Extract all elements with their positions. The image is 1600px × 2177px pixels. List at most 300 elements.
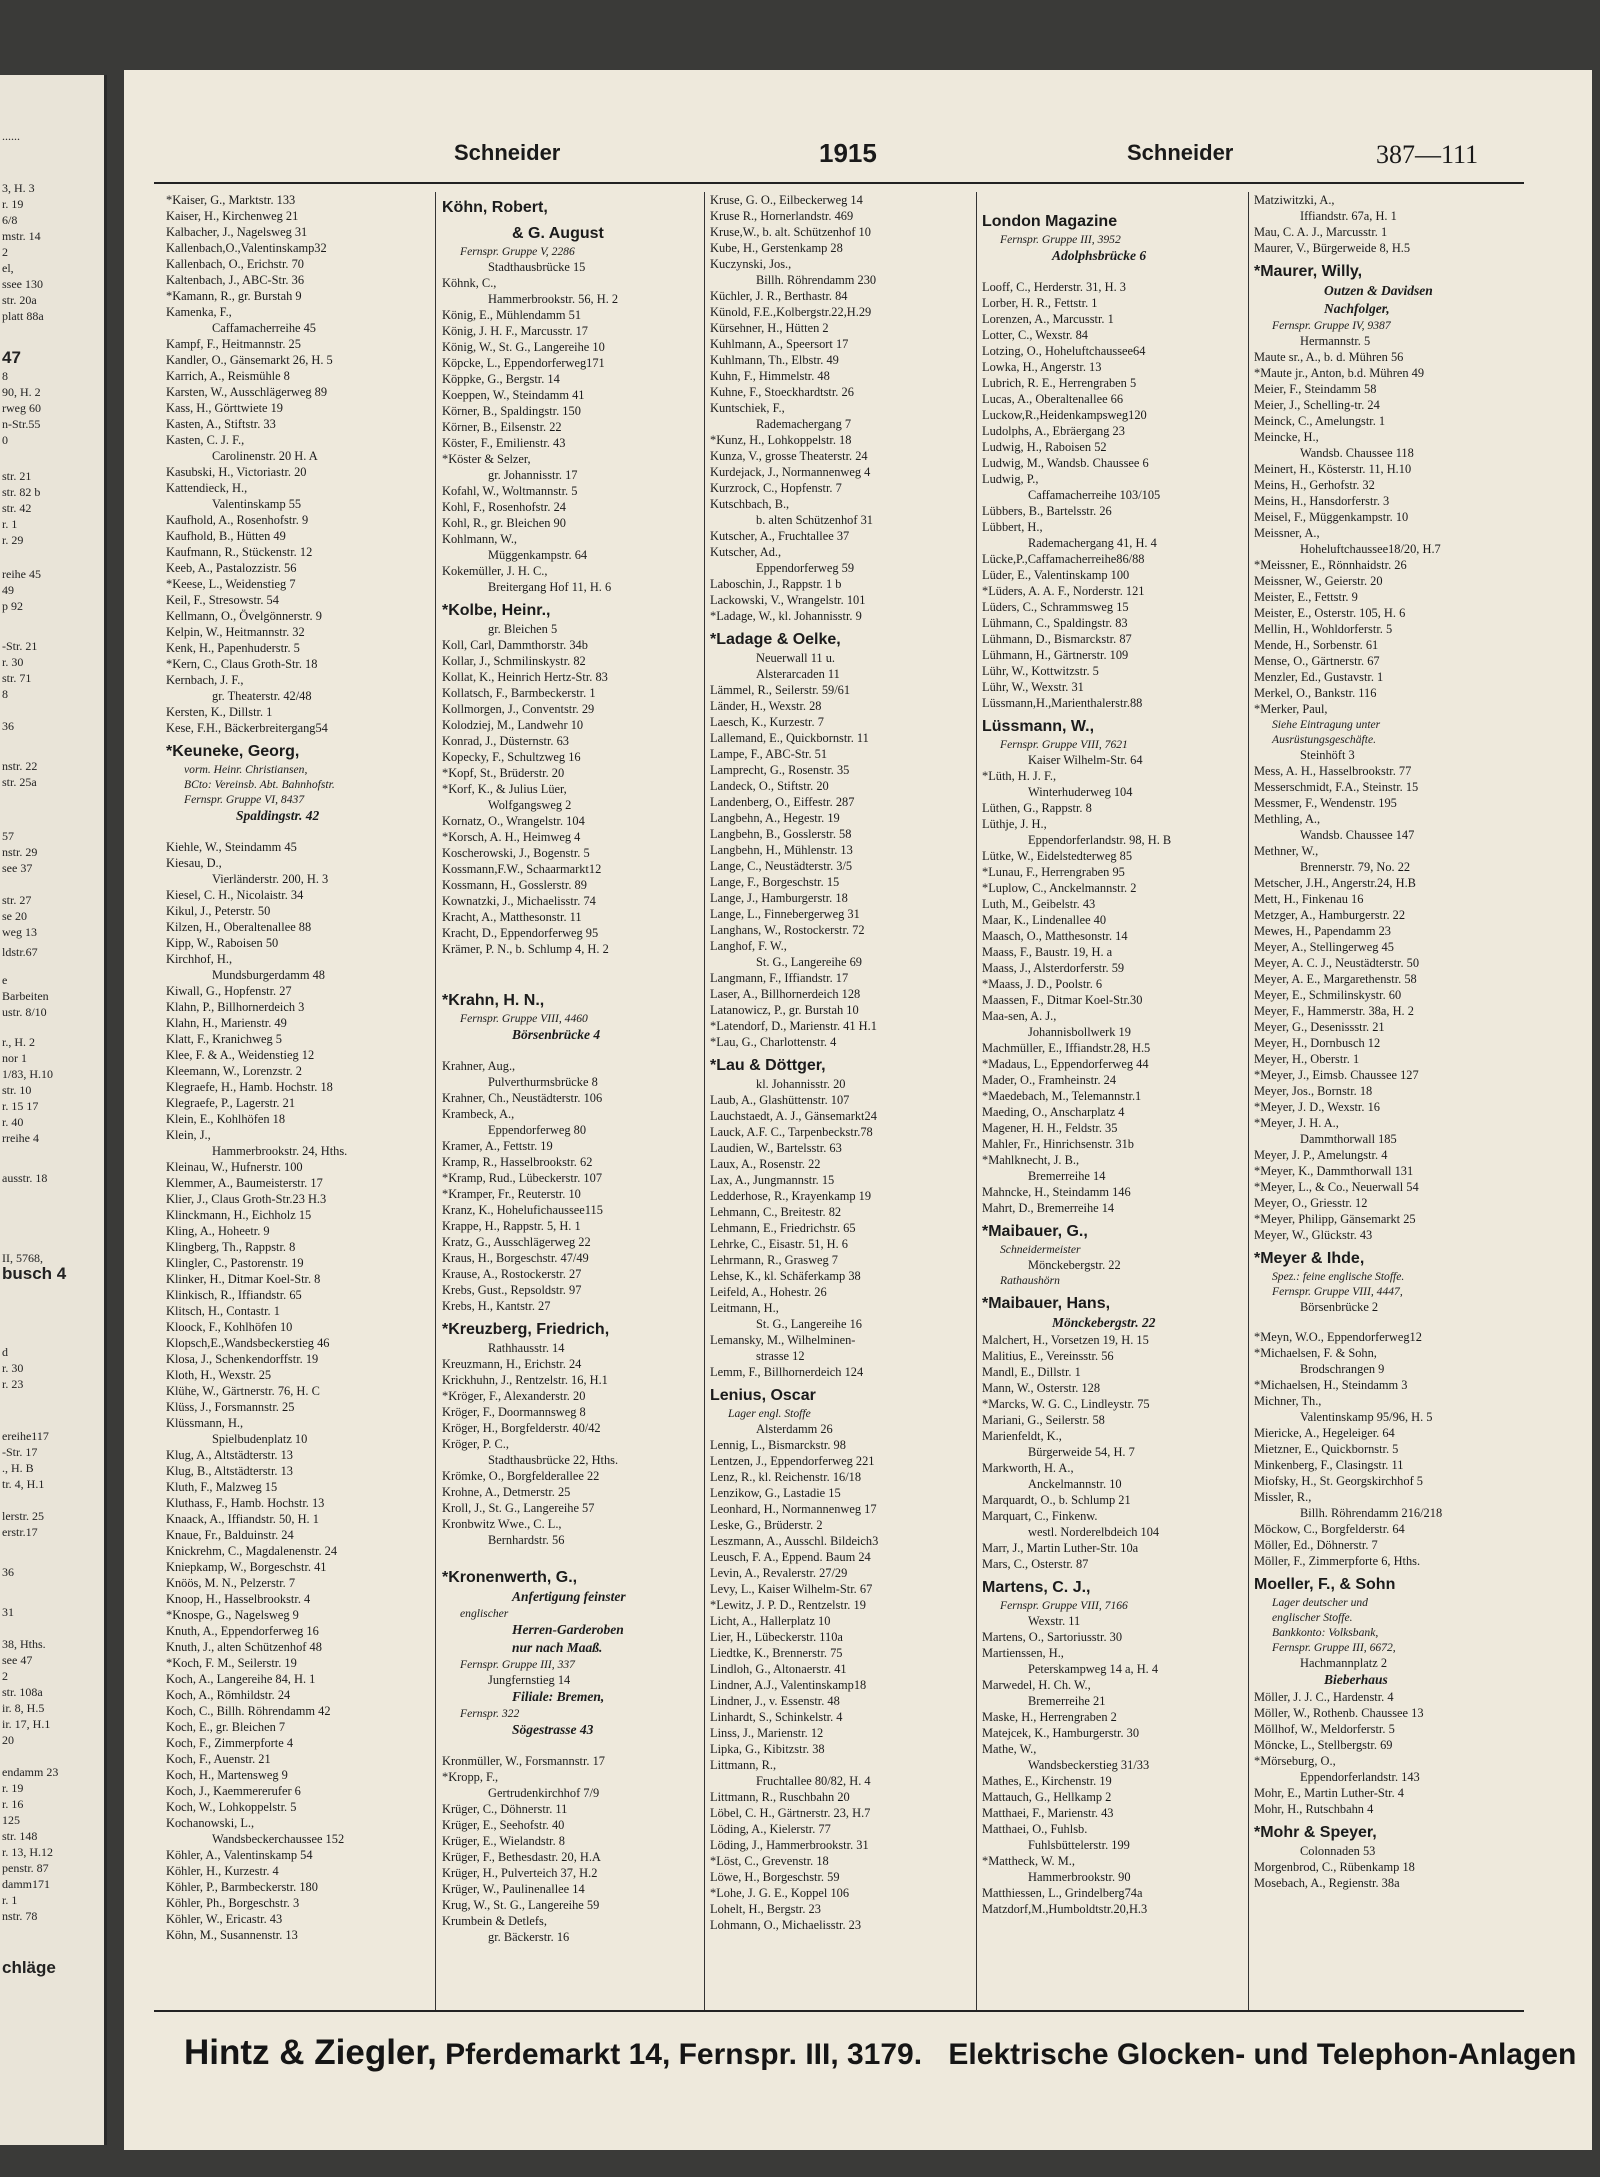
directory-entry: Kopecky, F., Schultzweg 16 [442, 750, 581, 764]
entry-continuation: Wandsbeckerchaussee 152 [212, 1832, 345, 1846]
entry-continuation: Hermannstr. 5 [1300, 334, 1371, 348]
advert-detail: Spaldingstr. 42 [236, 808, 320, 823]
directory-entry: *Maute jr., Anton, b.d. Mühren 49 [1254, 366, 1425, 380]
entry-spacer [442, 1739, 700, 1753]
directory-entry: Kruse,W., b. alt. Schützenhof 10 [710, 225, 871, 239]
directory-entry: Koch, F., Zimmerpforte 4 [166, 1736, 294, 1750]
directory-entry: Meyer, F., Hammerstr. 38a, H. 2 [1254, 1004, 1414, 1018]
directory-entry: Kiesel, C. H., Nicolaistr. 34 [166, 888, 304, 902]
left-fragment-row: str. 20a [2, 293, 37, 307]
directory-entry: Matthaei, F., Marienstr. 43 [982, 1806, 1114, 1820]
directory-entry: Kracht, A., Matthesonstr. 11 [442, 910, 582, 924]
directory-entry: Mattauch, G., Hellkamp 2 [982, 1790, 1112, 1804]
entry-continuation: Bremerreihe 21 [1028, 1694, 1106, 1708]
advert-detail: Anfertigung feinster [512, 1589, 626, 1604]
entry-spacer [982, 192, 1244, 206]
entry-continuation: Eppendorferweg 80 [488, 1123, 587, 1137]
directory-entry: Kube, H., Gerstenkamp 28 [710, 241, 843, 255]
directory-entry: Krappe, H., Rappstr. 5, H. 1 [442, 1219, 581, 1233]
directory-entry: Koscherowski, J., Bogenstr. 5 [442, 846, 590, 860]
entry-continuation: Winterhuderweg 104 [1028, 785, 1133, 799]
directory-entry: Mathe, W., [982, 1742, 1037, 1756]
directory-entry: Knuth, A., Eppendorferweg 16 [166, 1624, 319, 1638]
left-fragment-row: r. 30 [2, 655, 24, 669]
directory-entry: Köhnk, C., [442, 276, 497, 290]
directory-entry: Miericke, A., Hegeleiger. 64 [1254, 1426, 1395, 1440]
left-fragment-row: str. 108a [2, 1685, 43, 1699]
advertiser-name: *Lau & Döttger, [710, 1057, 826, 1074]
directory-entry: Kunza, V., grosse Theaterstr. 24 [710, 449, 868, 463]
directory-entry: Meyer, O., Griesstr. 12 [1254, 1196, 1368, 1210]
directory-entry: Maeding, O., Anscharplatz 4 [982, 1105, 1125, 1119]
directory-entry: Methling, A., [1254, 812, 1321, 826]
directory-entry: Mandl, E., Dillstr. 1 [982, 1365, 1081, 1379]
directory-entry: Krahner, Aug., [442, 1059, 516, 1073]
directory-entry: Lindner, J., v. Essenstr. 48 [710, 1694, 840, 1708]
left-fragment-row: lerstr. 25 [2, 1509, 44, 1523]
directory-entry: Kiesau, D., [166, 856, 222, 870]
advert-note: Fernspr. Gruppe VI, 8437 [184, 793, 305, 806]
left-fragment-row: r. 19 [2, 197, 24, 211]
directory-entry: Kramp, R., Hasselbrookstr. 62 [442, 1155, 593, 1169]
directory-entry: Lier, H., Lübeckerstr. 110a [710, 1630, 843, 1644]
directory-entry: König, E., Mühlendamm 51 [442, 308, 582, 322]
left-fragment-row: ausstr. 18 [2, 1171, 48, 1185]
directory-entry: Kloock, F., Kohlhöfen 10 [166, 1320, 293, 1334]
left-fragment-row: mstr. 14 [2, 229, 41, 243]
advert-note: Siehe Eintragung unter [1272, 718, 1381, 731]
left-fragment-row: el, [2, 261, 14, 275]
left-fragment-row: r. 19 [2, 1781, 24, 1795]
entry-continuation: St. G., Langereihe 16 [756, 1317, 862, 1331]
directory-entry: Kownatzki, J., Michaelisstr. 74 [442, 894, 596, 908]
entry-continuation: Müggenkampstr. 64 [488, 548, 588, 562]
directory-entry: Krüger, H., Pulverteich 37, H.2 [442, 1866, 598, 1880]
directory-entry: Lühmann, H., Gärtnerstr. 109 [982, 648, 1129, 662]
entry-continuation: Hachmannplatz 2 [1300, 1656, 1388, 1670]
directory-entry: Koll, Carl, Dammthorstr. 34b [442, 638, 588, 652]
directory-entry: Kröger, F., Doormannsweg 8 [442, 1405, 586, 1419]
directory-entry: Lauck, A.F. C., Tarpenbeckstr.78 [710, 1125, 873, 1139]
directory-entry: Köhler, W., Ericastr. 43 [166, 1912, 283, 1926]
directory-entry: Koch, F., Auenstr. 21 [166, 1752, 271, 1766]
entry-spacer [982, 265, 1244, 279]
directory-entry: Möller, W., Rothenb. Chaussee 13 [1254, 1706, 1424, 1720]
directory-entry: Meinck, C., Amelungstr. 1 [1254, 414, 1386, 428]
directory-entry: Lampe, F., ABC-Str. 51 [710, 747, 828, 761]
directory-entry: *Mörseburg, O., [1254, 1754, 1336, 1768]
directory-entry: Knöös, M. N., Pelzerstr. 7 [166, 1576, 296, 1590]
left-fragment-row: e [2, 973, 8, 987]
left-fragment-row: nstr. 22 [2, 759, 38, 773]
left-fragment-row: rreihe 4 [2, 1131, 39, 1145]
directory-entry: Länder, H., Wexstr. 28 [710, 699, 822, 713]
left-fragment-row: p 92 [2, 599, 23, 613]
directory-entry: Köhler, Ph., Borgeschstr. 3 [166, 1896, 300, 1910]
directory-entry: Lotter, C., Wexstr. 84 [982, 328, 1088, 342]
advert-detail: Outzen & Davidsen [1324, 283, 1433, 298]
left-fragment-row: ereihe117 [2, 1429, 49, 1443]
directory-entry: Mau, C. A. J., Marcusstr. 1 [1254, 225, 1388, 239]
directory-entry: Martienssen, H., [982, 1646, 1064, 1660]
directory-entry: Luckow,R.,Heidenkampsweg120 [982, 408, 1147, 422]
directory-entry: Linhardt, S., Schinkelstr. 4 [710, 1710, 843, 1724]
directory-entry: *Knospe, G., Nagelsweg 9 [166, 1608, 299, 1622]
directory-entry: Koch, E., gr. Bleichen 7 [166, 1720, 286, 1734]
directory-entry: *Meyer, L., & Co., Neuerwall 54 [1254, 1180, 1419, 1194]
header-rule [154, 182, 1524, 184]
directory-entry: Kaltenbach, J., ABC-Str. 36 [166, 273, 305, 287]
directory-entry: Kracht, D., Eppendorferweg 95 [442, 926, 599, 940]
directory-entry: Krickhuhn, J., Rentzelstr. 16, H.1 [442, 1373, 608, 1387]
column-5 [1254, 192, 1524, 2010]
left-fragment-row: 38, Hths. [2, 1637, 46, 1651]
entry-continuation: Caffamacherreihe 45 [212, 321, 317, 335]
advertiser-name: Moeller, F., & Sohn [1254, 1576, 1396, 1593]
entry-continuation: Hoheluftchaussee18/20, H.7 [1300, 542, 1441, 556]
directory-entry: Lubrich, R. E., Herrengraben 5 [982, 376, 1137, 390]
directory-entry: Methner, W., [1254, 844, 1319, 858]
directory-entry: Köhler, P., Barmbeckerstr. 180 [166, 1880, 318, 1894]
directory-entry: Kürsehner, H., Hütten 2 [710, 321, 829, 335]
directory-entry: Metscher, J.H., Angerstr.24, H.B [1254, 876, 1416, 890]
left-fragment-row: 49 [2, 583, 14, 597]
left-fragment-row: 36 [2, 1565, 14, 1579]
directory-entry: Menzler, Ed., Gustavstr. 1 [1254, 670, 1384, 684]
directory-entry: Kirchhof, H., [166, 952, 233, 966]
directory-entry: Lehmann, E., Friedrichstr. 65 [710, 1221, 856, 1235]
advertiser-name: Lenius, Oscar [710, 1387, 816, 1404]
directory-entry: Kossmann,F.W., Schaarmarkt12 [442, 862, 602, 876]
directory-entry: Miofsky, H., St. Georgskirchhof 5 [1254, 1474, 1423, 1488]
directory-entry: Klug, A., Altstädterstr. 13 [166, 1448, 294, 1462]
left-fragment-row: r. 23 [2, 1377, 24, 1391]
directory-entry: Krüger, C., Döhnerstr. 11 [442, 1802, 568, 1816]
left-fragment-row: 3, H. 3 [2, 181, 35, 195]
directory-entry: Lentzen, J., Eppendorferweg 221 [710, 1454, 875, 1468]
directory-entry: Kossmann, H., Gosslerstr. 89 [442, 878, 587, 892]
directory-entry: Levy, L., Kaiser Wilhelm-Str. 67 [710, 1582, 873, 1596]
directory-entry: Marienfeldt, K., [982, 1429, 1062, 1443]
directory-entry: *Luplow, C., Anckelmannstr. 2 [982, 881, 1137, 895]
directory-entry: Lüthje, J. H., [982, 817, 1047, 831]
directory-entry: Krämer, P. N., b. Schlump 4, H. 2 [442, 942, 609, 956]
directory-entry: Möncke, L., Stellbergstr. 69 [1254, 1738, 1393, 1752]
directory-entry: Lange, L., Finnebergerweg 31 [710, 907, 860, 921]
directory-entry: Kling, A., Hoheetr. 9 [166, 1224, 270, 1238]
advert-note: Fernspr. Gruppe VIII, 7166 [1000, 1599, 1128, 1612]
entry-continuation: Vierländerstr. 200, H. 3 [212, 872, 329, 886]
left-fragment-row: II, 5768, [2, 1251, 43, 1265]
column-divider [976, 192, 977, 2010]
advert-detail: Börsenbrücke 4 [512, 1027, 601, 1042]
directory-entry: Laesch, K., Kurzestr. 7 [710, 715, 824, 729]
directory-entry: Kellmann, O., Övelgönnerstr. 9 [166, 609, 322, 623]
directory-entry: *Kern, C., Claus Groth-Str. 18 [166, 657, 318, 671]
directory-entry: Köhn, M., Susannenstr. 13 [166, 1928, 298, 1942]
directory-entry: Klein, J., [166, 1128, 211, 1142]
directory-entry: Knaack, A., Iffiandstr. 50, H. 1 [166, 1512, 319, 1526]
directory-entry: *Korsch, A. H., Heimweg 4 [442, 830, 581, 844]
directory-entry: *Meyer, J. D., Wexstr. 16 [1254, 1100, 1380, 1114]
directory-entry: Meinert, H., Kösterstr. 11, H.10 [1254, 462, 1412, 476]
directory-entry: Krumbein & Detlefs, [442, 1914, 547, 1928]
directory-entry: *Koch, F. M., Seilerstr. 19 [166, 1656, 297, 1670]
directory-entry: Matthiessen, L., Grindelberg74a [982, 1886, 1143, 1900]
directory-entry: Möller, Ed., Döhnerstr. 7 [1254, 1538, 1378, 1552]
directory-entry: Ludwig, M., Wandsb. Chaussee 6 [982, 456, 1149, 470]
directory-entry: Klahn, H., Marienstr. 49 [166, 1016, 287, 1030]
left-fragment-row: r. 40 [2, 1115, 24, 1129]
advert-note: Lager engl. Stoffe [728, 1407, 811, 1420]
left-fragment-row: r. 1 [2, 517, 18, 531]
left-fragment-row: 2 [2, 1669, 8, 1683]
directory-entry: Lauchstaedt, A. J., Gänsemarkt24 [710, 1109, 877, 1123]
directory-entry: Kampf, F., Heitmannstr. 25 [166, 337, 301, 351]
left-fragment-row: str. 42 [2, 501, 32, 515]
directory-entry: Linss, J., Marienstr. 12 [710, 1726, 824, 1740]
entry-spacer [166, 825, 410, 839]
directory-entry: Köhler, A., Valentinskamp 54 [166, 1848, 313, 1862]
entry-continuation: Caffamacherreihe 103/105 [1028, 488, 1161, 502]
directory-entry: Kasten, A., Stiftstr. 33 [166, 417, 276, 431]
directory-entry: Krüger, W., Paulinenallee 14 [442, 1882, 585, 1896]
directory-entry: Krüger, E., Wielandstr. 8 [442, 1834, 565, 1848]
left-fragment-row: endamm 23 [2, 1765, 59, 1779]
advertiser-name: *Keuneke, Georg, [166, 743, 300, 760]
footer-rule [154, 2010, 1524, 2012]
directory-entry: Maass, F., Baustr. 19, H. a [982, 945, 1113, 959]
directory-entry: Löwe, H., Borgeschstr. 59 [710, 1870, 840, 1884]
directory-entry: Karsten, W., Ausschlägerweg 89 [166, 385, 328, 399]
directory-entry: Minkenberg, F., Clasingstr. 11 [1254, 1458, 1404, 1472]
header-year: 1915 [819, 138, 877, 168]
directory-entry: Möllhof, W., Meldorferstr. 5 [1254, 1722, 1395, 1736]
entry-continuation: Wandsb. Chaussee 118 [1300, 446, 1414, 460]
directory-entry: Langhof, F. W., [710, 939, 787, 953]
directory-entry: Lenz, R., kl. Reichenstr. 16/18 [710, 1470, 862, 1484]
directory-entry: Martens, O., Sartoriusstr. 30 [982, 1630, 1123, 1644]
directory-entry: Lehrke, C., Eisastr. 51, H. 6 [710, 1237, 848, 1251]
advertiser-name: *Kolbe, Heinr., [442, 602, 551, 619]
directory-entry: Mosebach, A., Regienstr. 38a [1254, 1876, 1400, 1890]
directory-entry: *Meissner, E., Rönnhaidstr. 26 [1254, 558, 1407, 572]
entry-continuation: Billh. Röhrendamm 216/218 [1300, 1506, 1443, 1520]
left-fragment-row: str. 21 [2, 469, 32, 483]
directory-entry: Köhler, H., Kurzestr. 4 [166, 1864, 279, 1878]
column-4 [982, 192, 1244, 2010]
entry-spacer [442, 1548, 700, 1562]
directory-entry: Lotzing, O., Hoheluftchaussee64 [982, 344, 1146, 358]
column-divider [704, 192, 705, 2010]
left-fragment-row: 6/8 [2, 213, 18, 227]
entry-continuation: Börsenbrücke 2 [1300, 1300, 1379, 1314]
directory-entry: Kokemüller, J. H. C., [442, 564, 548, 578]
directory-entry: Langbehn, A., Hegestr. 19 [710, 811, 840, 825]
directory-entry: Kilzen, H., Oberaltenallee 88 [166, 920, 312, 934]
directory-entry: Kernbach, J. F., [166, 673, 244, 687]
directory-entry: Klingberg, Th., Rappstr. 8 [166, 1240, 296, 1254]
directory-entry: Levin, A., Revalerstr. 27/29 [710, 1566, 848, 1580]
directory-entry: Kronmüller, W., Forsmannstr. 17 [442, 1754, 605, 1768]
directory-entry: *Lüth, H. J. F., [982, 769, 1057, 783]
directory-entry: *Meyer, Philipp, Gänsemarkt 25 [1254, 1212, 1416, 1226]
entry-continuation: Breitergang Hof 11, H. 6 [488, 580, 612, 594]
directory-entry: Meyer, E., Schmilinskystr. 60 [1254, 988, 1402, 1002]
directory-entry: Lindloh, G., Altonaerstr. 41 [710, 1662, 847, 1676]
entry-continuation: Bürgerweide 54, H. 7 [1028, 1445, 1135, 1459]
directory-entry: Latanowicz, P., gr. Burstah 10 [710, 1003, 859, 1017]
directory-entry: Mess, A. H., Hasselbrookstr. 77 [1254, 764, 1412, 778]
directory-entry: Kaufmann, R., Stückenstr. 12 [166, 545, 313, 559]
directory-entry: Liedtke, K., Brennerstr. 75 [710, 1646, 843, 1660]
directory-entry: Messmer, F., Wendenstr. 195 [1254, 796, 1397, 810]
left-fragment-row: 36 [2, 719, 14, 733]
directory-entry: Kniepkamp, W., Borgeschstr. 41 [166, 1560, 327, 1574]
directory-entry: Mathes, E., Kirchenstr. 19 [982, 1774, 1112, 1788]
entry-continuation: Eppendorferweg 59 [756, 561, 855, 575]
directory-entry: *Madaus, L., Eppendorferweg 44 [982, 1057, 1149, 1071]
directory-entry: Lorenzen, A., Marcusstr. 1 [982, 312, 1114, 326]
left-fragment-row: nor 1 [2, 1051, 27, 1065]
directory-entry: Mariani, G., Seilerstr. 58 [982, 1413, 1105, 1427]
directory-entry: *Maedebach, M., Telemannstr.1 [982, 1089, 1142, 1103]
advertiser-name: *Maurer, Willy, [1254, 263, 1363, 280]
directory-entry: Kersten, K., Dillstr. 1 [166, 705, 273, 719]
left-fragment-row: tr. 4, H.1 [2, 1477, 45, 1491]
directory-entry: Meissner, A., [1254, 526, 1320, 540]
left-fragment-row: d [2, 1345, 8, 1359]
directory-entry: Lücke,P.,Caffamacherreihe86/88 [982, 552, 1145, 566]
header-page-number: 387—111 [1376, 140, 1479, 169]
directory-entry: Klier, J., Claus Groth-Str.23 H.3 [166, 1192, 327, 1206]
directory-entry: Kleemann, W., Lorenzstr. 2 [166, 1064, 302, 1078]
directory-entry: Ludwig, H., Raboisen 52 [982, 440, 1107, 454]
directory-entry: *Maass, J. D., Poolstr. 6 [982, 977, 1103, 991]
directory-entry: Keil, F., Stresowstr. 54 [166, 593, 279, 607]
directory-entry: Lütke, W., Eidelstedterweg 85 [982, 849, 1133, 863]
advert-note: Bankkonto: Volksbank, [1272, 1626, 1379, 1639]
advert-note: Fernspr. Gruppe IV, 9387 [1272, 319, 1391, 332]
advert-detail: Adolphsbrücke 6 [1052, 248, 1147, 263]
directory-entry: Littmann, R., Ruschbahn 20 [710, 1790, 850, 1804]
directory-entry: Klee, F. & A., Weidenstieg 12 [166, 1048, 315, 1062]
left-fragment-row: n-Str.55 [2, 417, 41, 431]
entry-continuation: gr. Bäckerstr. 16 [488, 1930, 570, 1944]
directory-entry: *Meyer, J., Eimsb. Chaussee 127 [1254, 1068, 1419, 1082]
advert-note: englischer Stoffe. [1272, 1611, 1353, 1624]
directory-entry: Köpcke, L., Eppendorferweg171 [442, 356, 605, 370]
directory-entry: *Lewitz, J. P. D., Rentzelstr. 19 [710, 1598, 866, 1612]
entry-continuation: westl. Norderelbdeich 104 [1028, 1525, 1160, 1539]
directory-entry: Meyer, Jos., Bornstr. 18 [1254, 1084, 1373, 1098]
directory-entry: Messerschmidt, F.A., Steinstr. 15 [1254, 780, 1419, 794]
directory-entry: Kochanowski, L., [166, 1816, 255, 1830]
advert-note: Lager deutscher und [1272, 1596, 1368, 1609]
directory-entry: Kuntschiek, F., [710, 401, 785, 415]
left-fragment-row: 8 [2, 369, 8, 383]
entry-continuation: Hammerbrookstr. 24, Hths. [212, 1144, 348, 1158]
directory-entry: Kiehle, W., Steindamm 45 [166, 840, 297, 854]
advertiser-name: *Kreuzberg, Friedrich, [442, 1321, 610, 1338]
directory-entry: Mader, O., Framheinstr. 24 [982, 1073, 1117, 1087]
directory-entry: Krause, A., Rostockerstr. 27 [442, 1267, 582, 1281]
left-fragment-row: rweg 60 [2, 401, 41, 415]
left-fragment-row: -Str. 17 [2, 1445, 38, 1459]
directory-entry: *Kopf, St., Brüderstr. 20 [442, 766, 565, 780]
directory-entry: Klitsch, H., Contastr. 1 [166, 1304, 280, 1318]
directory-entry: Meyer, H., Dornbusch 12 [1254, 1036, 1381, 1050]
directory-entry: Klinker, H., Ditmar Koel-Str. 8 [166, 1272, 321, 1286]
advertiser-name: Lüssmann, W., [982, 718, 1095, 735]
advertiser-name: *Maibauer, Hans, [982, 1295, 1111, 1312]
advert-note: Fernspr. Gruppe VIII, 4460 [460, 1012, 588, 1025]
directory-entry: Meister, E., Osterstr. 105, H. 6 [1254, 606, 1406, 620]
advert-detail: Sögestrasse 43 [512, 1722, 594, 1737]
directory-entry: Kandler, O., Gänsemarkt 26, H. 5 [166, 353, 333, 367]
left-fragment-row: r. 29 [2, 533, 24, 547]
directory-entry: *Mattheck, W. M., [982, 1854, 1075, 1868]
entry-continuation: Hammerbrookstr. 56, H. 2 [488, 292, 619, 306]
directory-entry: Meyer, W., Glückstr. 43 [1254, 1228, 1373, 1242]
directory-entry: Malitius, E., Vereinsstr. 56 [982, 1349, 1114, 1363]
left-fragment-row: Barbeiten [2, 989, 49, 1003]
directory-entry: Mett, H., Finkenau 16 [1254, 892, 1364, 906]
header-right-name: Schneider [1127, 140, 1234, 165]
directory-entry: *Löst, C., Grevenstr. 18 [710, 1854, 829, 1868]
directory-entry: Markworth, H. A., [982, 1461, 1074, 1475]
entry-continuation: Iffiandstr. 67a, H. 1 [1300, 209, 1397, 223]
directory-entry: Lipka, G., Kibitzstr. 38 [710, 1742, 825, 1756]
directory-entry: Klinckmann, H., Eichholz 15 [166, 1208, 312, 1222]
directory-entry: Kruse, G. O., Eilbeckerweg 14 [710, 193, 863, 207]
directory-entry: Kutscher, Ad., [710, 545, 782, 559]
entry-spacer [1254, 1315, 1524, 1329]
directory-entry: Kutschbach, B., [710, 497, 790, 511]
directory-entry: Lamprecht, G., Rosenstr. 35 [710, 763, 850, 777]
directory-entry: Kohlmann, W., [442, 532, 518, 546]
directory-entry: Krüger, E., Seehofstr. 40 [442, 1818, 565, 1832]
entry-continuation: Fruchtallee 80/82, H. 4 [756, 1774, 871, 1788]
advertiser-name: *Krahn, H. N., [442, 992, 545, 1009]
directory-entry: Klegraefe, P., Lagerstr. 21 [166, 1096, 296, 1110]
directory-entry: Koch, J., Kaemmererufer 6 [166, 1784, 301, 1798]
entry-continuation: St. G., Langereihe 69 [756, 955, 862, 969]
header-left-name: Schneider [454, 140, 561, 165]
directory-entry: Kollat, K., Heinrich Hertz-Str. 83 [442, 670, 608, 684]
directory-entry: Krahner, Ch., Neustädterstr. 106 [442, 1091, 603, 1105]
entry-spacer [442, 1044, 700, 1058]
left-fragment-row: weg 13 [2, 925, 37, 939]
directory-entry: Kelpin, W., Heitmannstr. 32 [166, 625, 305, 639]
directory-entry: *Ladage, W., kl. Johannisstr. 9 [710, 609, 862, 623]
directory-entry: *Michaelsen, H., Steindamm 3 [1254, 1378, 1408, 1392]
directory-entry: Meister, E., Fettstr. 9 [1254, 590, 1358, 604]
directory-entry: *Meyer, K., Dammthorwall 131 [1254, 1164, 1414, 1178]
directory-entry: Meyer, A. C. J., Neustädterstr. 50 [1254, 956, 1420, 970]
advert-note: Fernspr. Gruppe III, 337 [460, 1658, 575, 1671]
left-fragment-row: chläge [2, 1958, 56, 1977]
directory-entry: Maske, H., Herrengraben 2 [982, 1710, 1117, 1724]
advert-note: Fernspr. Gruppe III, 6672, [1272, 1641, 1396, 1654]
directory-entry: Metzger, A., Hamburgerstr. 22 [1254, 908, 1406, 922]
entry-spacer [442, 957, 700, 971]
advert-note: Ausrüstungsgeschäfte. [1272, 733, 1377, 746]
left-fragment-row: str. 82 b [2, 485, 41, 499]
directory-entry: Kese, F.H., Bäckerbreitergang54 [166, 721, 328, 735]
directory-entry: Meins, H., Gerhofstr. 32 [1254, 478, 1375, 492]
advertiser-name: London Magazine [982, 213, 1118, 230]
